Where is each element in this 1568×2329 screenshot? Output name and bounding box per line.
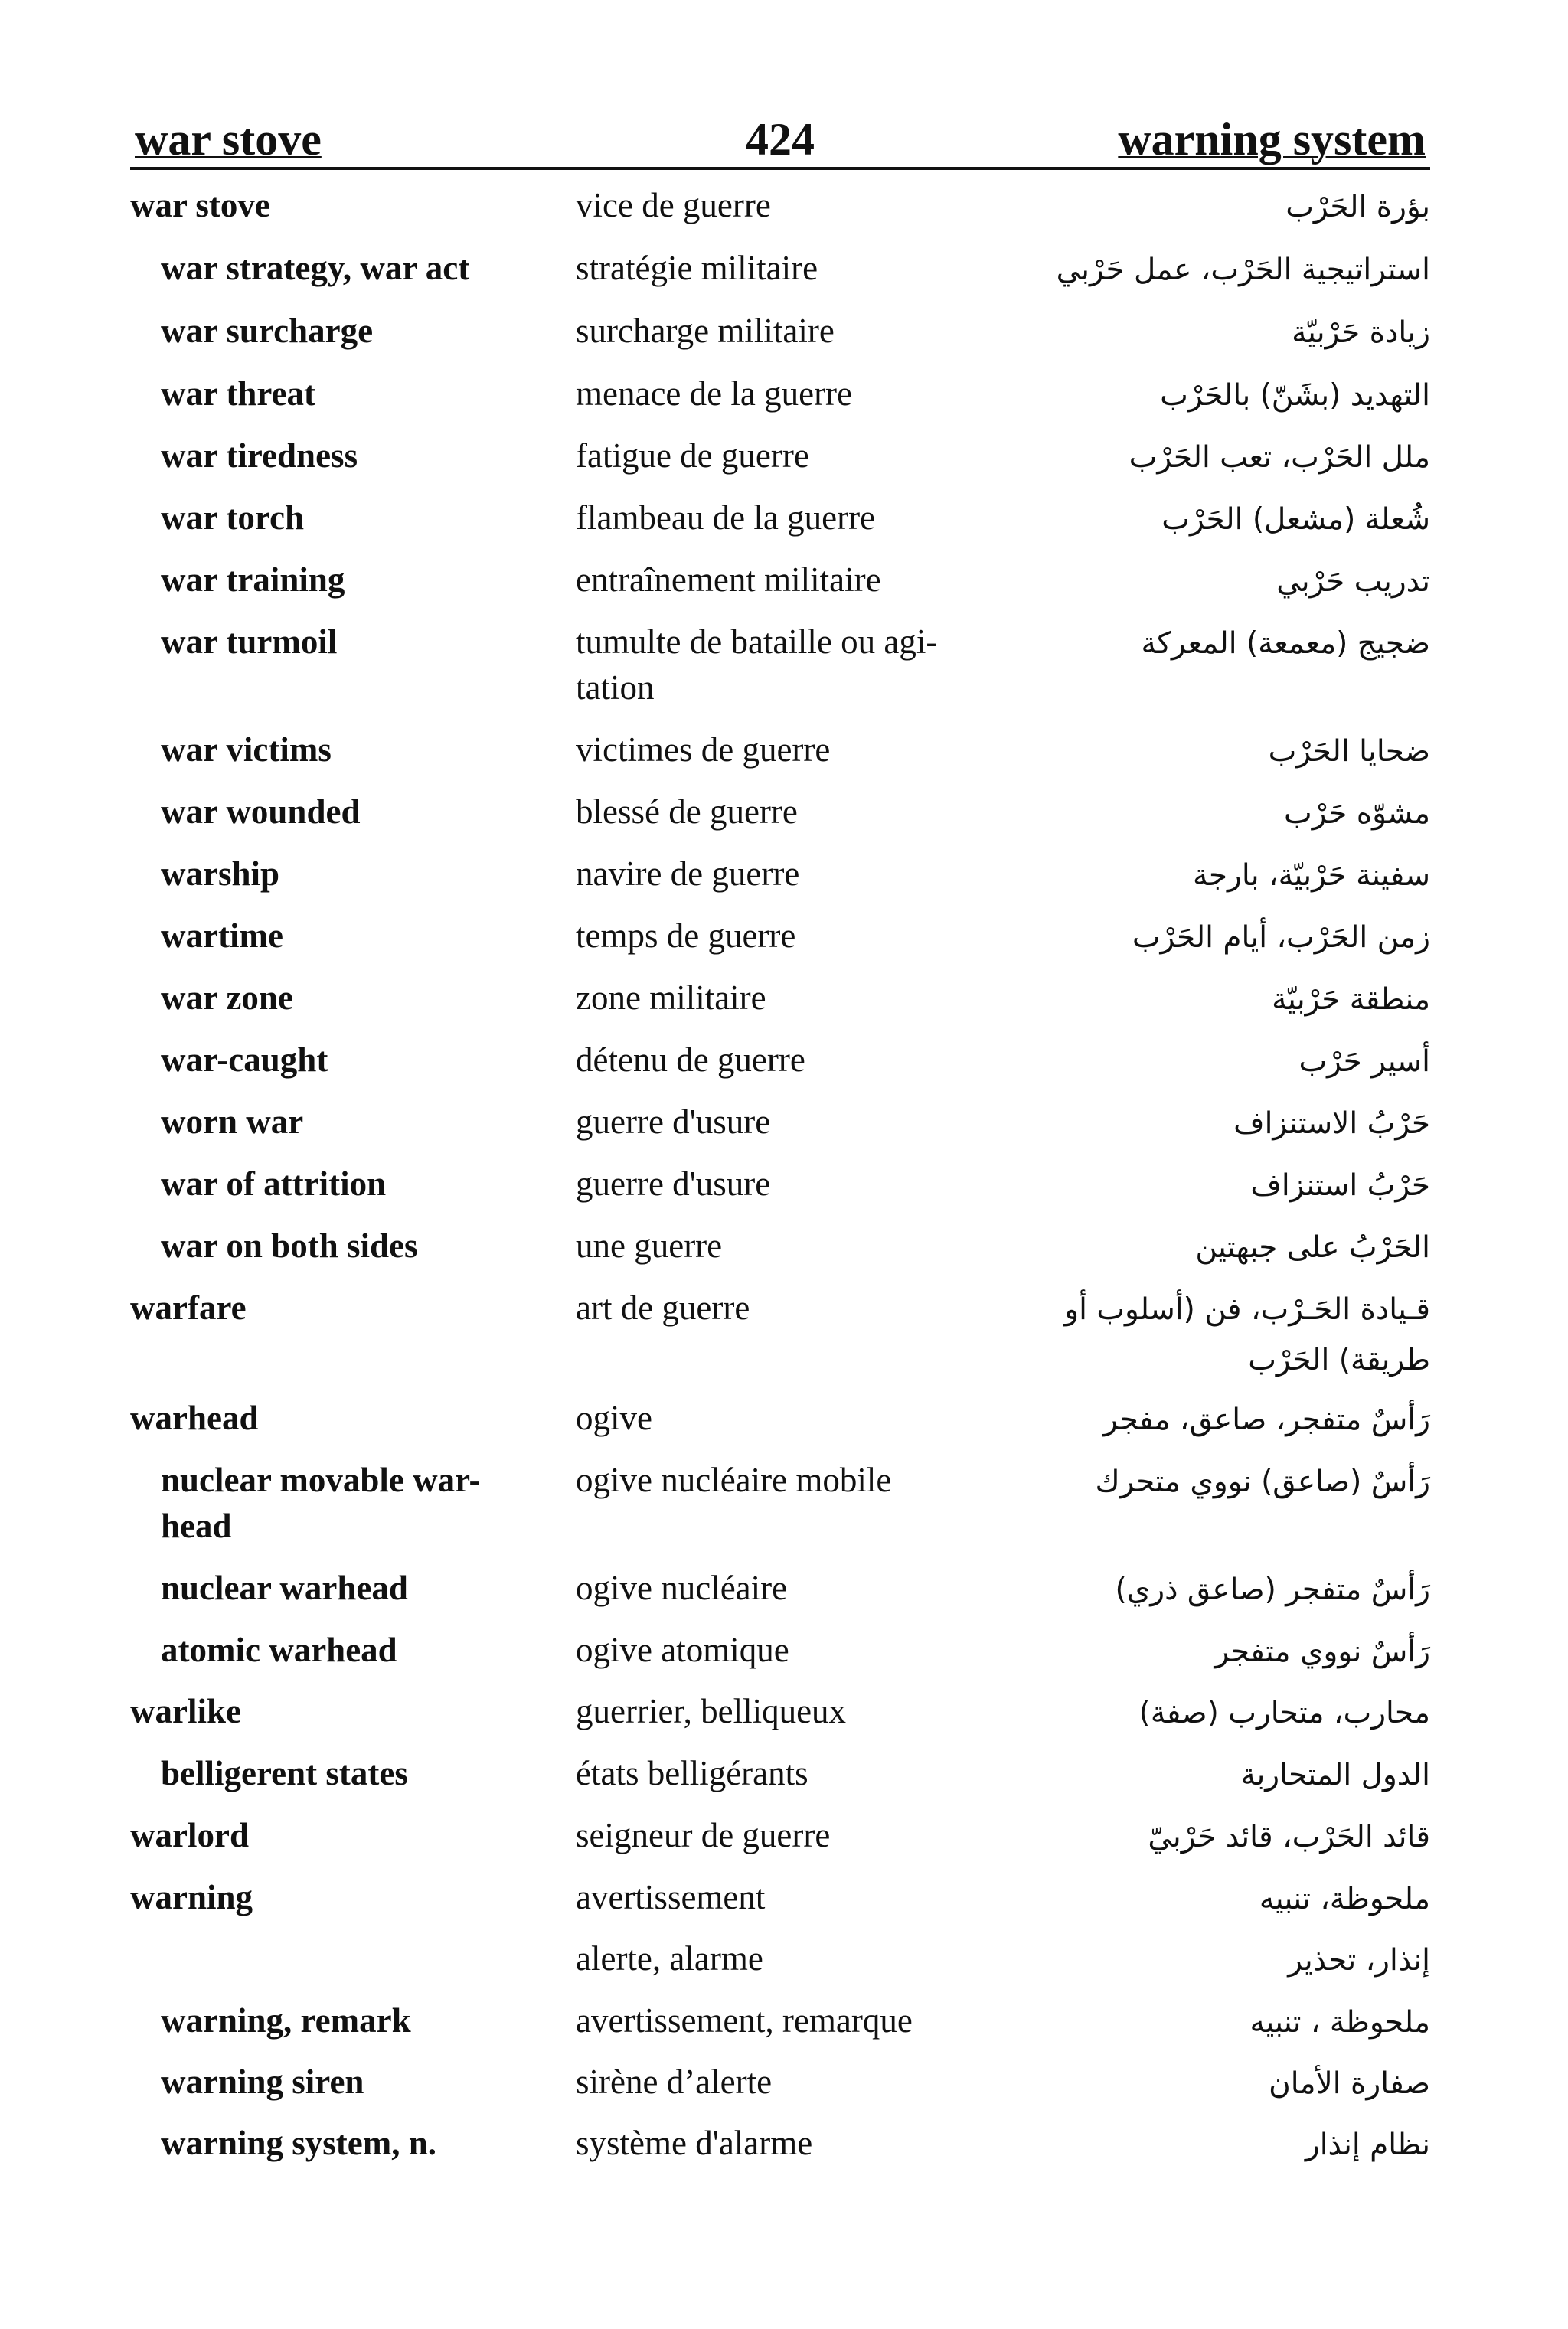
arabic-term: ملل الحَرْب، تعب الحَرْب — [1129, 440, 1430, 475]
header-last-entry: warning system — [1118, 114, 1426, 165]
arabic-term: رَأسٌ نووي متفجر — [1214, 1635, 1430, 1669]
french-term: flambeau de la guerre — [576, 498, 876, 537]
arabic-term: زمن الحَرْب، أيام الحَرْب — [1132, 920, 1430, 955]
arabic-term: مشوّه حَرْب — [1283, 796, 1430, 831]
arabic-term: منطقة حَرْبيّة — [1272, 982, 1430, 1017]
english-term: war training — [161, 560, 345, 599]
arabic-term: رَأسٌ (صاعق) نووي متحرك — [1095, 1465, 1430, 1499]
english-term: belligerent states — [161, 1754, 408, 1792]
french-term: blessé de guerre — [576, 792, 798, 831]
french-term: guerre d'usure — [576, 1164, 771, 1203]
french-term: alerte, alarme — [576, 1939, 763, 1978]
english-term: warhead — [130, 1399, 259, 1437]
arabic-term: ملحوظة، تنبيه — [1259, 1882, 1430, 1916]
french-term: ogive nucléaire mobile — [576, 1461, 892, 1499]
arabic-term: حَرْبُ الاستنزاف — [1233, 1106, 1430, 1141]
arabic-term: استراتيجية الحَرْب، عمل حَرْبي — [1056, 253, 1430, 287]
english-term: war wounded — [161, 792, 361, 831]
french-term: guerrier, belliqueux — [576, 1692, 847, 1730]
arabic-term: أسير حَرْب — [1298, 1044, 1430, 1079]
arabic-term: رَأسٌ متفجر (صاعق ذري) — [1115, 1573, 1430, 1607]
french-term: entraînement militaire — [576, 560, 881, 599]
english-term: warning system, n. — [161, 2124, 437, 2162]
french-term: tumulte de bataille ou agi- tation — [576, 622, 938, 707]
french-term: fatigue de guerre — [576, 436, 809, 475]
english-term: war threat — [161, 374, 316, 413]
french-term: guerre d'usure — [576, 1102, 771, 1141]
arabic-term: إنذار، تحذير — [1288, 1943, 1430, 1978]
english-term: war tiredness — [161, 436, 358, 475]
english-term: war zone — [161, 978, 293, 1017]
french-term: détenu de guerre — [576, 1040, 805, 1079]
english-term: war turmoil — [161, 622, 338, 661]
english-term: war strategy, war act — [161, 249, 470, 287]
french-term: ogive atomique — [576, 1631, 789, 1669]
english-term: war-caught — [161, 1040, 328, 1079]
arabic-term: قـيادة الحَـرْب، فن (أسلوب أو طريقة) الحَرْب — [1064, 1292, 1430, 1377]
french-term: navire de guerre — [576, 854, 800, 893]
french-term: art de guerre — [576, 1289, 750, 1327]
english-term: warfare — [130, 1289, 247, 1327]
french-term: ogive — [576, 1399, 652, 1437]
english-term: warning — [130, 1878, 253, 1916]
english-term: war torch — [161, 498, 305, 537]
arabic-term: زيادة حَرْبيّة — [1292, 315, 1430, 350]
french-term: menace de la guerre — [576, 374, 853, 413]
english-term: warship — [161, 854, 280, 893]
english-term: war on both sides — [161, 1227, 418, 1265]
french-term: victimes de guerre — [576, 730, 831, 769]
arabic-term: تدريب حَرْبي — [1276, 564, 1430, 599]
english-term: wartime — [161, 916, 283, 955]
arabic-term: ملحوظة ، تنبيه — [1250, 2005, 1430, 2040]
french-term: ogive nucléaire — [576, 1569, 788, 1607]
french-term: zone militaire — [576, 978, 766, 1017]
french-term: sirène d’alerte — [576, 2063, 773, 2101]
french-term: vice de guerre — [576, 186, 771, 224]
french-term: stratégie militaire — [576, 249, 818, 287]
french-term: une guerre — [576, 1227, 723, 1265]
english-term: worn war — [161, 1102, 304, 1141]
french-term: système d'alarme — [576, 2124, 813, 2162]
english-term: war of attrition — [161, 1164, 387, 1203]
page-number: 424 — [746, 114, 815, 165]
french-term: seigneur de guerre — [576, 1816, 831, 1854]
french-term: états belligérants — [576, 1754, 808, 1792]
english-term: nuclear movable war- head — [161, 1461, 481, 1545]
arabic-term: حَرْبُ استنزاف — [1250, 1168, 1430, 1203]
arabic-term: صفارة الأمان — [1269, 2066, 1430, 2101]
english-term: warlike — [130, 1692, 241, 1730]
header-first-entry: war stove — [135, 114, 322, 165]
english-term: warning, remark — [161, 2001, 411, 2040]
arabic-term: شُعلة (مشعل) الحَرْب — [1161, 502, 1430, 537]
arabic-term: سفينة حَرْبيّة، بارجة — [1193, 858, 1430, 893]
english-term: nuclear warhead — [161, 1569, 408, 1607]
english-term: warning siren — [161, 2063, 364, 2101]
french-term: avertissement, remarque — [576, 2001, 913, 2040]
arabic-term: محارب، متحارب (صفة) — [1138, 1696, 1430, 1730]
french-term: avertissement — [576, 1878, 766, 1916]
arabic-term: رَأسٌ متفجر، صاعق، مفجر — [1103, 1403, 1430, 1437]
english-term: war stove — [130, 186, 270, 224]
arabic-term: قائد الحَرْب، قائد حَرْبيّ — [1148, 1820, 1430, 1854]
arabic-term: الدول المتحاربة — [1240, 1758, 1430, 1792]
arabic-term: الحَرْبُ على جبهتين — [1195, 1230, 1430, 1265]
english-term: war surcharge — [161, 312, 374, 350]
english-term: war victims — [161, 730, 332, 769]
french-term: surcharge militaire — [576, 312, 835, 350]
arabic-term: بؤرة الحَرْب — [1285, 190, 1430, 224]
english-term: warlord — [130, 1816, 249, 1854]
arabic-term: نظام إنذار — [1305, 2128, 1430, 2162]
english-term: atomic warhead — [161, 1631, 397, 1669]
french-term: temps de guerre — [576, 916, 796, 955]
arabic-term: التهديد (بشَنّ) بالحَرْب — [1160, 378, 1430, 413]
arabic-term: ضجيج (معمعة) المعركة — [1141, 626, 1430, 661]
arabic-term: ضحايا الحَرْب — [1268, 734, 1430, 769]
